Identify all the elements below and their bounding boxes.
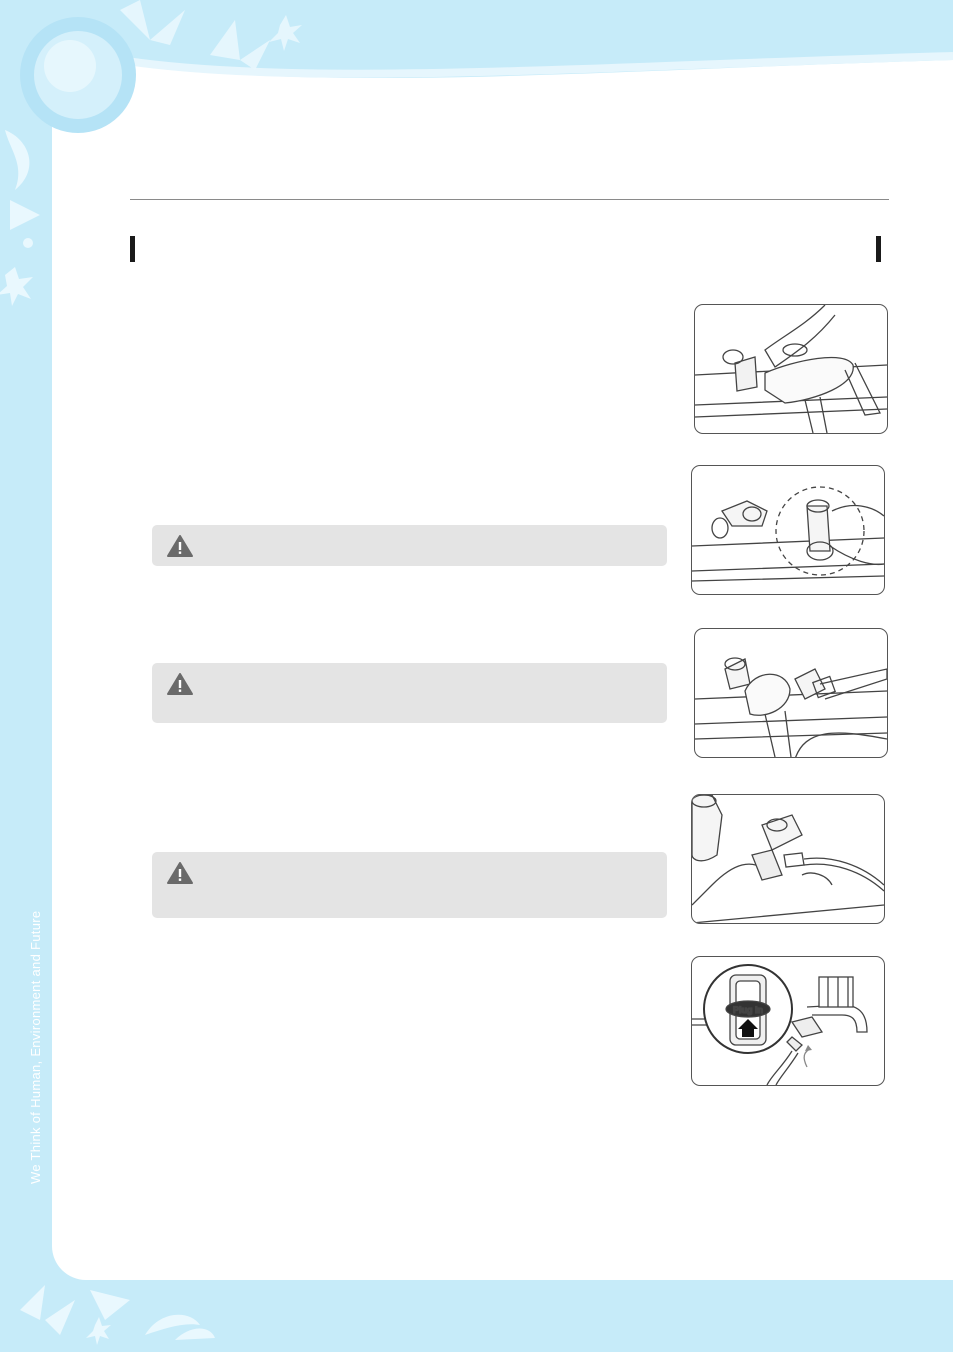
section-bar-right [876,236,881,262]
illustration-step-4 [691,794,885,924]
plug-in-faucet-icon [692,957,884,1085]
warning-icon [166,861,194,885]
section-bar-left [130,236,135,262]
hose-connection-icon [692,795,884,923]
illustration-step-2 [691,465,885,595]
illustration-step-1 [694,304,888,434]
header-divider [130,199,889,200]
caution-box-2 [152,663,667,723]
illustration-step-5 [691,956,885,1086]
illustration-step-3 [694,628,888,758]
plug-in-label: Plug in [733,1005,763,1015]
caution-box-1 [152,525,667,566]
caution-box-3 [152,852,667,918]
faucet-adapter-circled-icon [692,466,884,594]
wrench-on-faucet-icon [695,305,887,433]
sidebar-tagline: We Think of Human, Environment and Future [28,910,43,1184]
corner-flower-decoration [0,0,320,320]
bottom-decoration [0,1280,953,1352]
wrench-tightening-icon [695,629,887,757]
warning-icon [166,672,194,696]
warning-icon [166,534,194,558]
